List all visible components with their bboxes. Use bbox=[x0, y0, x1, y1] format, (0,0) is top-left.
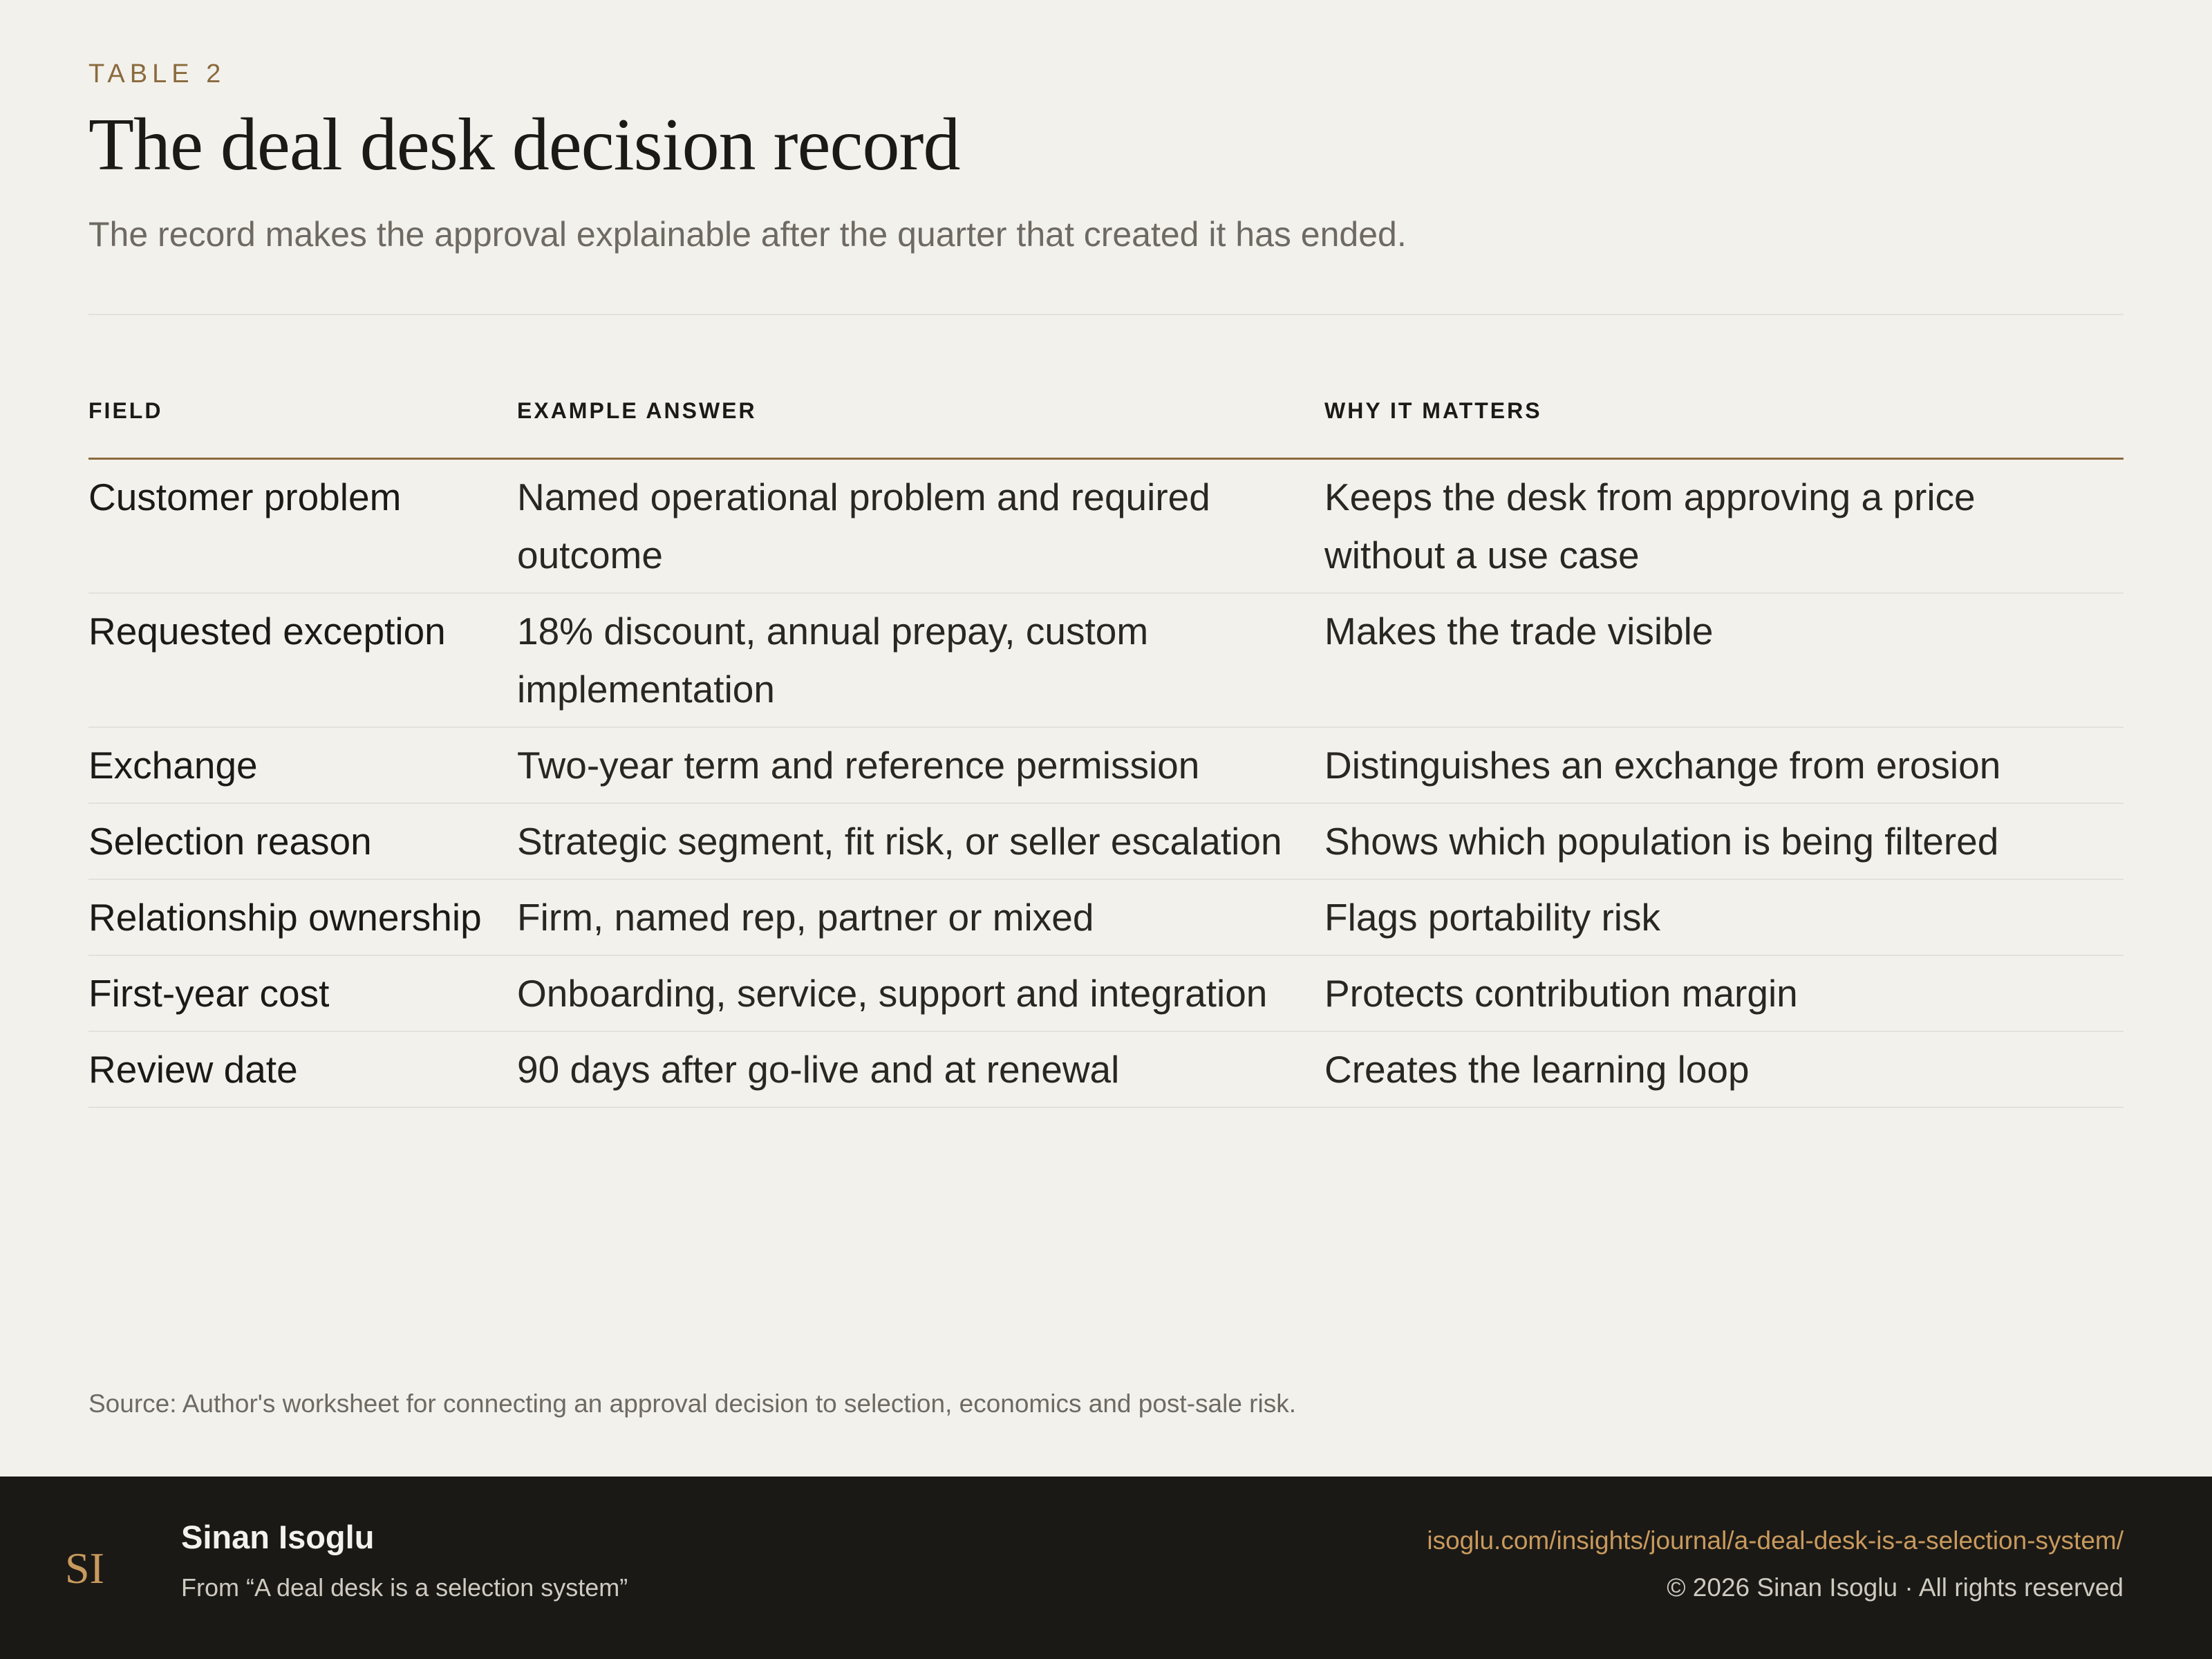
cell-why-it-matters: Keeps the desk from approving a price without a use case bbox=[1324, 459, 2124, 594]
table-header-row bbox=[88, 398, 2124, 459]
table-row bbox=[88, 727, 2124, 803]
cell-field: Relationship ownership bbox=[88, 879, 517, 955]
page-subtitle: The record makes the approval explainable after the quarter that created it has ended. bbox=[88, 215, 1407, 254]
divider bbox=[88, 314, 2124, 315]
table-row bbox=[88, 459, 2124, 594]
article-link[interactable]: isoglu.com/insights/journal/a-deal-desk-is-a-selection-system/ bbox=[1427, 1526, 2124, 1555]
cell-why-it-matters: Protects contribution margin bbox=[1324, 955, 2124, 1031]
table-row bbox=[88, 1031, 2124, 1107]
monogram-logo-icon bbox=[64, 1537, 119, 1600]
cell-why-it-matters: Distinguishes an exchange from erosion bbox=[1324, 727, 2124, 803]
table-row bbox=[88, 879, 2124, 955]
table-label: TABLE 2 bbox=[88, 59, 226, 88]
cell-example-answer: Named operational problem and required outcome bbox=[517, 459, 1324, 594]
copyright-notice: © 2026 Sinan Isoglu · All rights reserved bbox=[1667, 1573, 2124, 1602]
cell-example-answer: Strategic segment, fit risk, or seller escalation bbox=[517, 803, 1324, 879]
table-row bbox=[88, 803, 2124, 879]
cell-field: First-year cost bbox=[88, 955, 517, 1031]
column-header-example-answer: EXAMPLE ANSWER bbox=[517, 398, 1324, 459]
cell-why-it-matters: Shows which population is being filtered bbox=[1324, 803, 2124, 879]
cell-field: Exchange bbox=[88, 727, 517, 803]
source-note: Source: Author's worksheet for connecting an approval decision to selection, economics and post-sale risk. bbox=[88, 1389, 1297, 1418]
cell-why-it-matters: Creates the learning loop bbox=[1324, 1031, 2124, 1107]
cell-example-answer: Two-year term and reference permission bbox=[517, 727, 1324, 803]
decision-record-table bbox=[88, 398, 2124, 1108]
column-header-why-it-matters: WHY IT MATTERS bbox=[1324, 398, 2124, 459]
column-header-field: FIELD bbox=[88, 398, 517, 459]
cell-field: Selection reason bbox=[88, 803, 517, 879]
cell-field: Requested exception bbox=[88, 593, 517, 727]
cell-example-answer: Onboarding, service, support and integration bbox=[517, 955, 1324, 1031]
author-name: Sinan Isoglu bbox=[181, 1519, 375, 1555]
page-title: The deal desk decision record bbox=[88, 104, 960, 186]
cell-example-answer: Firm, named rep, partner or mixed bbox=[517, 879, 1324, 955]
table-row bbox=[88, 955, 2124, 1031]
cell-field: Customer problem bbox=[88, 459, 517, 594]
table-row bbox=[88, 593, 2124, 727]
cell-example-answer: 90 days after go-live and at renewal bbox=[517, 1031, 1324, 1107]
cell-why-it-matters: Flags portability risk bbox=[1324, 879, 2124, 955]
cell-why-it-matters: Makes the trade visible bbox=[1324, 593, 2124, 727]
footer bbox=[0, 1477, 2212, 1659]
article-reference: From “A deal desk is a selection system” bbox=[181, 1573, 628, 1602]
cell-field: Review date bbox=[88, 1031, 517, 1107]
cell-example-answer: 18% discount, annual prepay, custom implementation bbox=[517, 593, 1324, 727]
monogram-text: SI bbox=[65, 1544, 104, 1593]
